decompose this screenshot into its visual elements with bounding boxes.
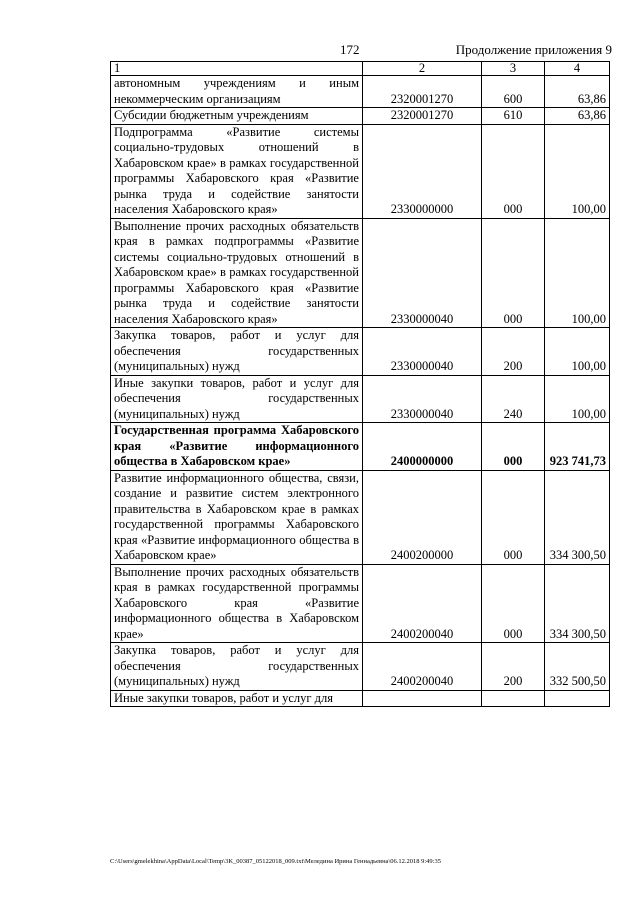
table-row — [111, 564, 610, 643]
row-amount-cell: 334 300,50 — [545, 470, 610, 564]
table-row — [111, 690, 610, 707]
row-type-cell: 000 — [482, 218, 545, 328]
row-code-cell: 2400200040 — [363, 643, 482, 691]
table-row — [111, 124, 610, 218]
table-row — [111, 218, 610, 328]
row-name-cell: автономным учреждениям и иным некоммерческим организациям — [111, 76, 363, 108]
row-type-cell — [482, 690, 545, 707]
budget-table — [110, 61, 610, 707]
row-type-cell: 200 — [482, 643, 545, 691]
row-amount-cell: 63,86 — [545, 108, 610, 125]
column-header-4: 4 — [545, 62, 610, 76]
table-row — [111, 470, 610, 564]
row-type-cell: 610 — [482, 108, 545, 125]
row-amount-cell: 334 300,50 — [545, 564, 610, 643]
row-type-cell: 200 — [482, 328, 545, 376]
table-row — [111, 76, 610, 108]
row-amount-cell: 100,00 — [545, 218, 610, 328]
row-type-cell: 600 — [482, 76, 545, 108]
row-amount-cell: 63,86 — [545, 76, 610, 108]
row-name-cell: Закупка товаров, работ и услуг для обеспечения государственных (муниципальных) нужд — [111, 643, 363, 691]
row-code-cell: 2400200000 — [363, 470, 482, 564]
row-code-cell: 2320001270 — [363, 76, 482, 108]
row-code-cell — [363, 690, 482, 707]
row-name-cell: Субсидии бюджетным учреждениям — [111, 108, 363, 125]
row-name-cell: Выполнение прочих расходных обязательств края в рамках государственной программы Хабаровского края «Развитие информационного общества в Хабаровском крае» — [111, 564, 363, 643]
table-header-row — [111, 62, 610, 76]
row-name-cell: Подпрограмма «Развитие системы социально-трудовых отношений в Хабаровском крае» в рамках государственной программы Хабаровского края «Развитие рынка труда и содействие занятости населения Хабаровского края» — [111, 124, 363, 218]
row-code-cell: 2330000000 — [363, 124, 482, 218]
row-name-cell: Государственная программа Хабаровского края «Развитие информационного общества в Хабаровском крае» — [111, 423, 363, 471]
document-path-footer: C:\Users\gmelekhina\AppData\Local\Temp\3K_00387_05122018_009.txt\Меледина Ирина Геннадьевна\06.12.2018 9:49:35 — [110, 858, 441, 865]
row-code-cell: 2330000040 — [363, 218, 482, 328]
row-code-cell: 2400200040 — [363, 564, 482, 643]
table-row — [111, 108, 610, 125]
row-name-cell: Иные закупки товаров, работ и услуг для — [111, 690, 363, 707]
row-type-cell: 000 — [482, 124, 545, 218]
row-code-cell: 2330000040 — [363, 375, 482, 423]
table-row — [111, 328, 610, 376]
page-number: 172 — [340, 42, 360, 57]
row-name-cell: Выполнение прочих расходных обязательств края в рамках подпрограммы «Развитие системы социально-трудовых отношений в Хабаровском крае» в рамках государственной программы Хабаровского края «Развитие рынка труда и содействие занятости населения Хабаровского края» — [111, 218, 363, 328]
column-header-2: 2 — [363, 62, 482, 76]
table-row — [111, 423, 610, 471]
row-type-cell: 000 — [482, 470, 545, 564]
row-amount-cell: 923 741,73 — [545, 423, 610, 471]
table-row — [111, 375, 610, 423]
row-type-cell: 240 — [482, 375, 545, 423]
column-header-1: 1 — [111, 62, 363, 76]
row-type-cell: 000 — [482, 423, 545, 471]
row-name-cell: Развитие информационного общества, связи, создание и развитие систем электронного правительства в Хабаровском крае в рамках государственной программы Хабаровского края «Развитие информационного общества в Хабаровском крае» — [111, 470, 363, 564]
row-code-cell: 2330000040 — [363, 328, 482, 376]
table-body — [111, 62, 610, 707]
row-code-cell: 2400000000 — [363, 423, 482, 471]
row-amount-cell: 100,00 — [545, 375, 610, 423]
row-amount-cell: 100,00 — [545, 124, 610, 218]
table-row — [111, 643, 610, 691]
row-type-cell: 000 — [482, 564, 545, 643]
row-name-cell: Иные закупки товаров, работ и услуг для обеспечения государственных (муниципальных) нужд — [111, 375, 363, 423]
row-name-cell: Закупка товаров, работ и услуг для обеспечения государственных (муниципальных) нужд — [111, 328, 363, 376]
row-amount-cell: 100,00 — [545, 328, 610, 376]
row-code-cell: 2320001270 — [363, 108, 482, 125]
row-amount-cell — [545, 690, 610, 707]
row-amount-cell: 332 500,50 — [545, 643, 610, 691]
column-header-3: 3 — [482, 62, 545, 76]
continuation-label: Продолжение приложения 9 — [455, 42, 612, 57]
